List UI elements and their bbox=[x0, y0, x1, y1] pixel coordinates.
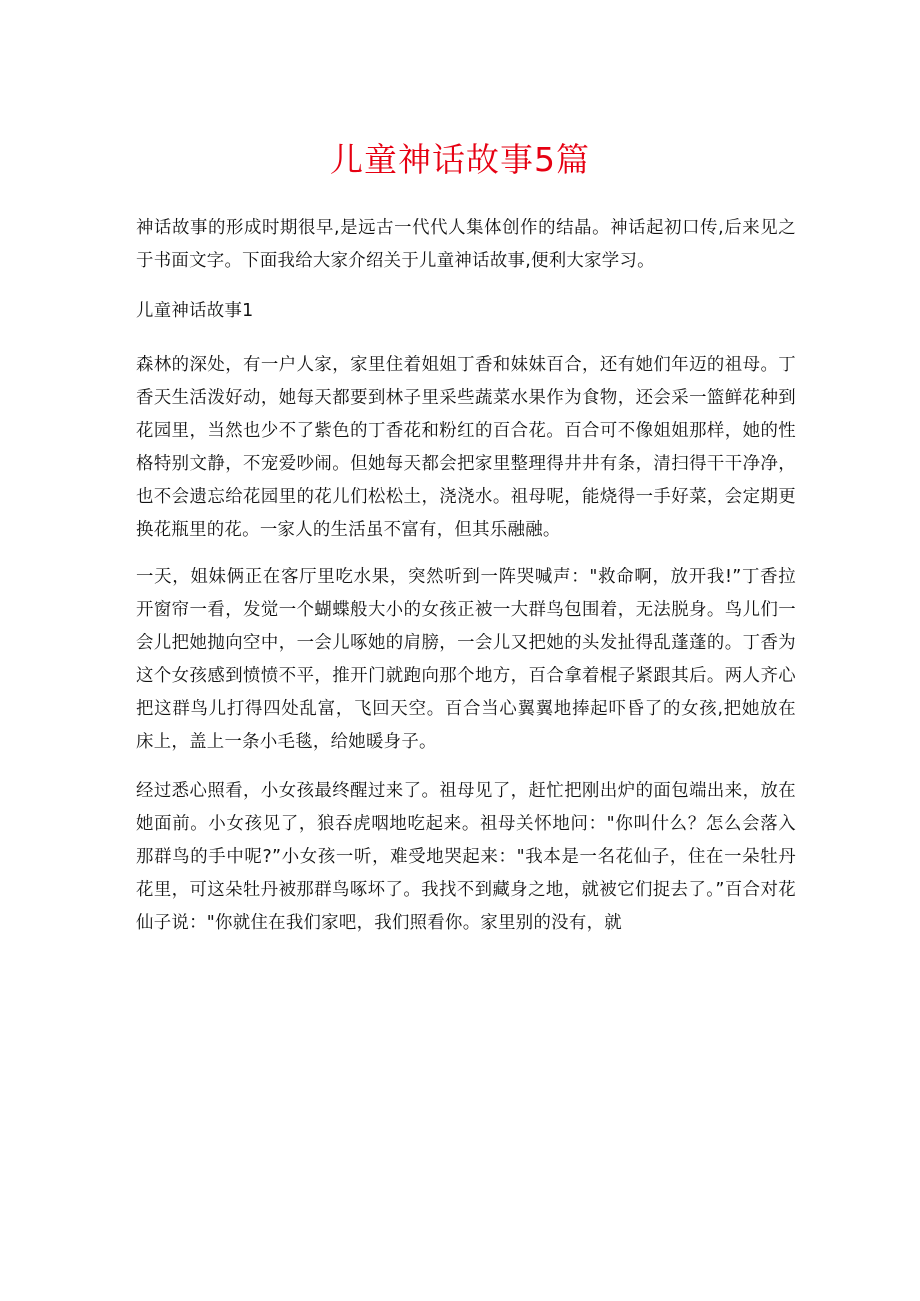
intro-paragraph: 神话故事的形成时期很早,是远古一代代人集体创作的结晶。神话起初口传,后来见之于书面文字。下面我给大家介绍关于儿童神话故事,便利大家学习。 bbox=[136, 218, 796, 271]
document-title: 儿童神话故事5篇 bbox=[330, 140, 590, 179]
document-body bbox=[136, 212, 796, 961]
story-paragraph-3: 经过悉心照看，小女孩最终醒过来了。祖母见了，赶忙把刚出炉的面包端出来，放在她面前。小女孩见了，狼吞虎咽地吃起来。祖母关怀地问："你叫什么？怎么会落入那群鸟的手中呢?”小女孩一听，难受地哭起来："我本是一名花仙子，住在一朵牡丹花里，可这朵牡丹被那群鸟啄坏了。我找不到藏身之地，就被它们捉去了。”百合对花仙子说："你就住在我们家吧，我们照看你。家里别的没有，就 bbox=[136, 781, 796, 933]
story-paragraph-2: 一天，姐妹俩正在客厅里吃水果，突然听到一阵哭喊声："救命啊，放开我!”丁香拉开窗帘一看，发觉一个蝴蝶般大小的女孩正被一大群鸟包围着，无法脱身。鸟儿们一会儿把她抛向空中，一会儿啄她的肩膀，一会儿又把她的头发扯得乱蓬蓬的。丁香为这个女孩感到愤愤不平，推开门就跑向那个地方，百合拿着棍子紧跟其后。两人齐心把这群鸟儿打得四处乱富，飞回天空。百合当心翼翼地捧起吓昏了的女孩,把她放在床上，盖上一条小毛毯，给她暖身子。 bbox=[136, 567, 796, 752]
story-paragraph-1: 森林的深处，有一户人家，家里住着姐姐丁香和妹妹百合，还有她们年迈的祖母。丁香天生活泼好动，她每天都要到林子里采些蔬菜水果作为食物，还会采一篮鲜花种到花园里，当然也少不了紫色的丁香花和粉红的百合花。百合可不像姐姐那样，她的性格特别文静，不宠爱吵闹。但她每天都会把家里整理得井井有条，清扫得干干净净，也不会遗忘给花园里的花儿们松松土，浇浇水。祖母呢，能烧得一手好菜，会定期更换花瓶里的花。一家人的生活虽不富有，但其乐融融。 bbox=[136, 355, 796, 540]
section-heading: 儿童神话故事1 bbox=[136, 301, 254, 321]
